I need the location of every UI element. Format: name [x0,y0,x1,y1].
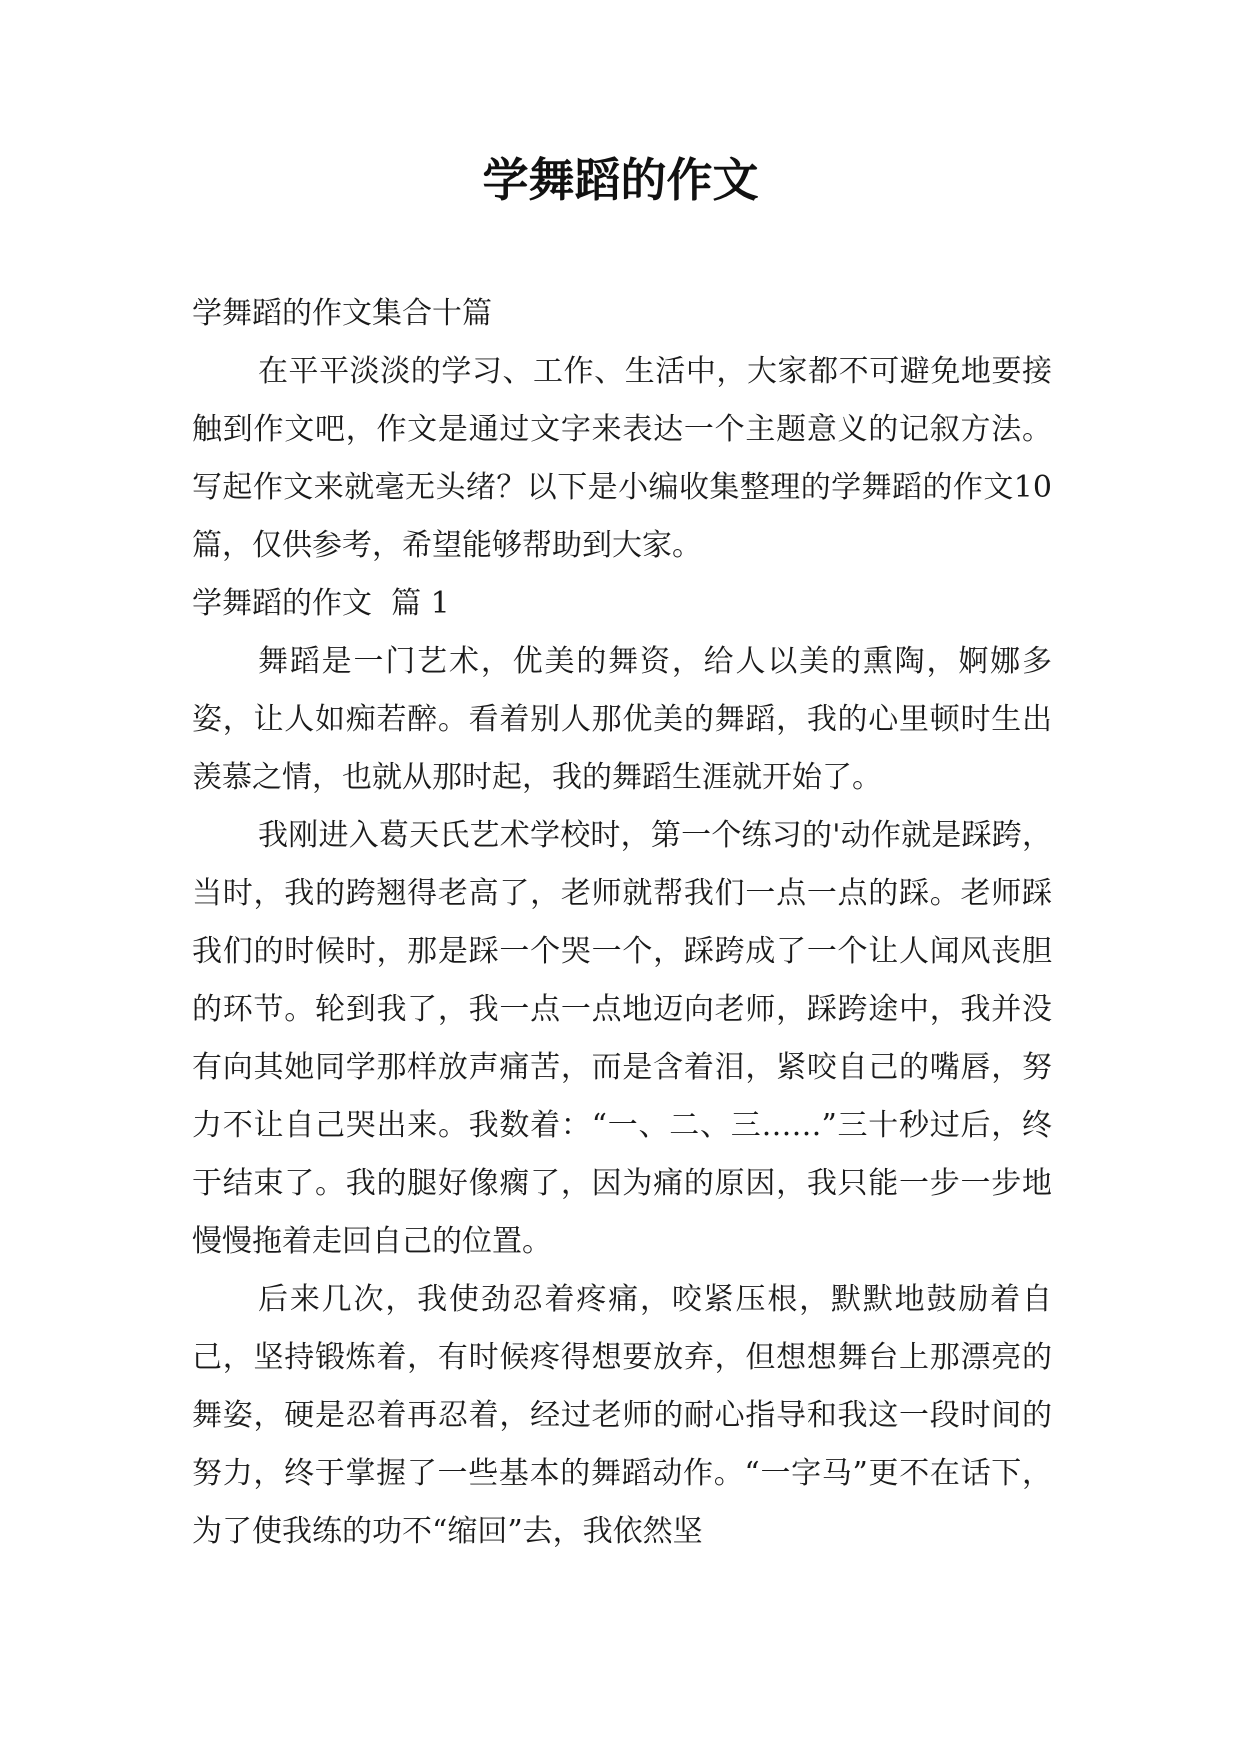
body-paragraph: 舞蹈是一门艺术，优美的舞资，给人以美的熏陶，婀娜多姿，让人如痴若醉。看着别人那优美的舞蹈，我的心里顿时生出羡慕之情，也就从那时起，我的舞蹈生涯就开始了。 [192,644,1052,795]
document-title: 学舞蹈的作文 [482,153,759,207]
document-body [192,285,1052,1561]
intro-paragraph: 在平平淡淡的学习、工作、生活中，大家都不可避免地要接触到作文吧，作文是通过文字来表达一个主题意义的记叙方法。写起作文来就毫无头绪？以下是小编收集整理的学舞蹈的作文10篇，仅供参考，希望能够帮助到大家。 [192,354,1052,563]
collection-subtitle: 学舞蹈的作文集合十篇 [192,296,492,331]
body-paragraph: 后来几次，我使劲忍着疼痛，咬紧压根，默默地鼓励着自己，坚持锻炼着，有时候疼得想要放弃，但想想舞台上那漂亮的舞姿，硬是忍着再忍着，经过老师的耐心指导和我这一段时间的努力，终于掌握了一些基本的舞蹈动作。“一字马”更不在话下，为了使我练的功不“缩回”去，我依然坚 [192,1282,1052,1549]
section-heading: 学舞蹈的作文 篇 1 [192,586,450,621]
body-paragraph: 我刚进入葛天氏艺术学校时，第一个练习的'动作就是踩跨，当时，我的跨翘得老高了，老师就帮我们一点一点的踩。老师踩我们的时候时，那是踩一个哭一个，踩跨成了一个让人闻风丧胆的环节。轮到我了，我一点一点地迈向老师，踩跨途中，我并没有向其她同学那样放声痛苦，而是含着泪，紧咬自己的嘴唇，努力不让自己哭出来。我数着：“一、二、三……”三十秒过后，终于结束了。我的腿好像瘸了，因为痛的原因，我只能一步一步地慢慢拖着走回自己的位置。 [192,818,1052,1259]
